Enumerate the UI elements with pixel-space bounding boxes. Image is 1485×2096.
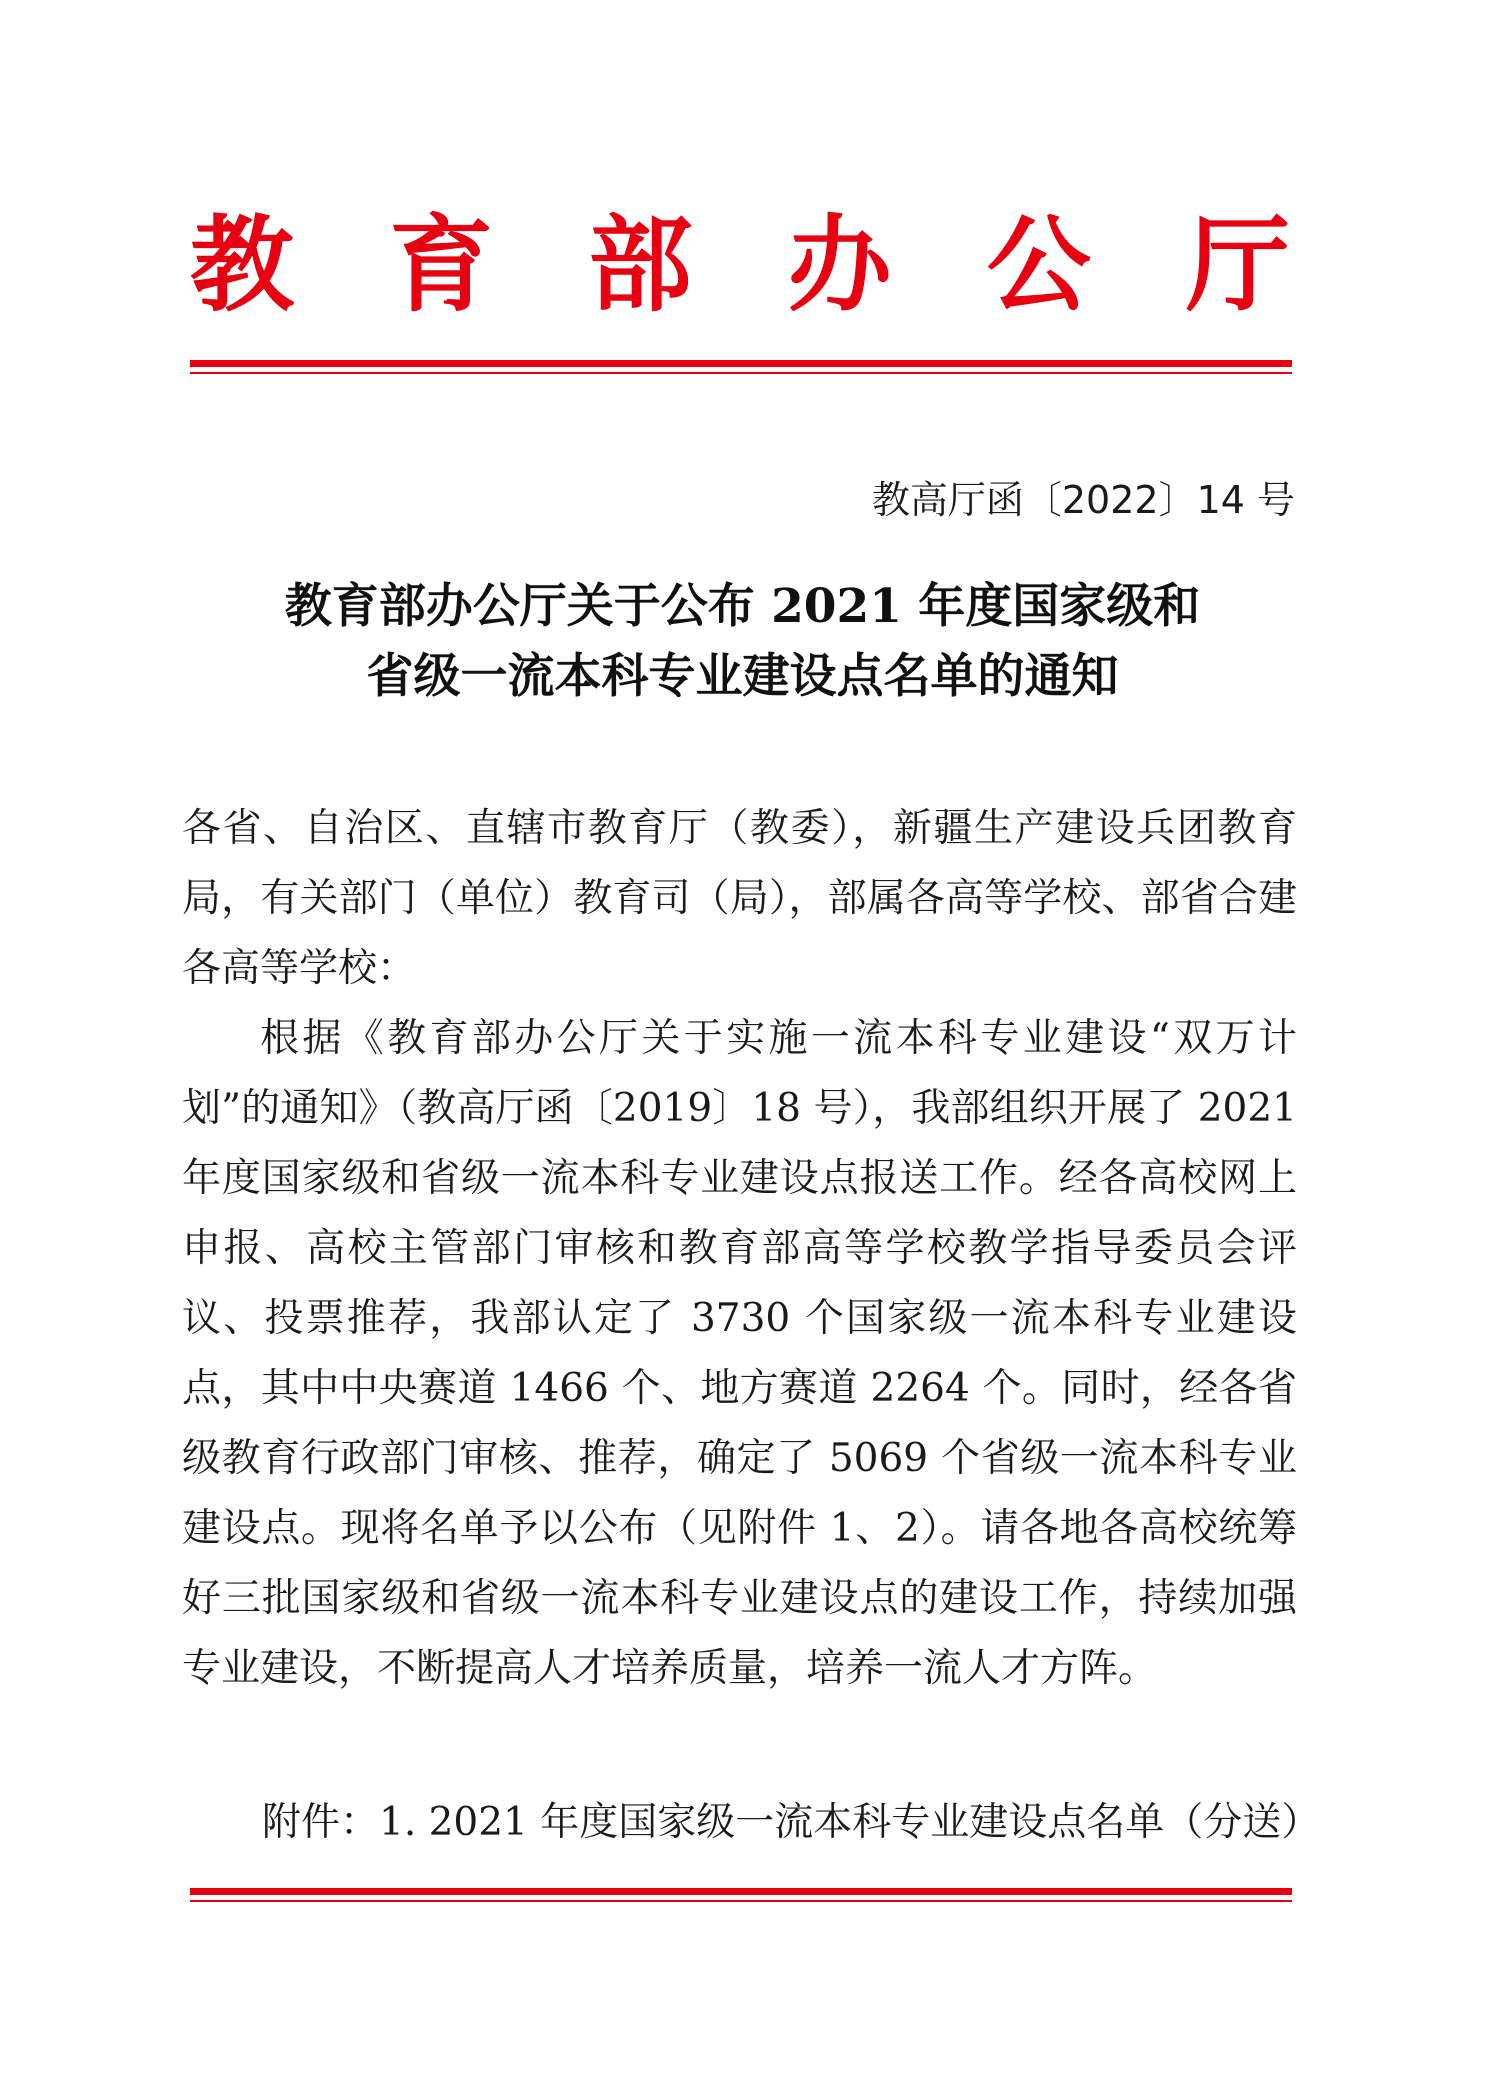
header-divider (190, 360, 1292, 374)
masthead-char: 教 (190, 203, 295, 326)
title-line: 教育部办公厅关于公布 2021 年度国家级和 (284, 579, 1201, 634)
document-number: 教高厅函〔2022〕14 号 (871, 478, 1295, 522)
masthead-char: 厅 (1185, 203, 1290, 326)
document-title (170, 572, 1315, 712)
divider-thin-line (190, 372, 1292, 374)
masthead-char: 育 (389, 203, 494, 326)
title-line: 省级一流本科专业建设点名单的通知 (366, 649, 1119, 704)
divider-thick-line (190, 360, 1292, 367)
masthead-char: 办 (787, 203, 892, 326)
salutation: 各省、自治区、直辖市教育厅（教委），新疆生产建设兵团教育局，有关部门（单位）教育司（局），部属各高等学校、部省合建各高等学校： (182, 806, 1297, 991)
masthead-char: 公 (986, 203, 1091, 326)
divider-thin-line (190, 1900, 1292, 1902)
issuer-masthead (190, 200, 1290, 330)
footer-divider (190, 1888, 1292, 1902)
masthead-char: 部 (588, 203, 693, 326)
divider-thick-line (190, 1888, 1292, 1895)
body-paragraph: 根据《教育部办公厅关于实施一流本科专业建设“双万计划”的通知》（教高厅函〔2019〕18 号），我部组织开展了 2021 年度国家级和省级一流本科专业建设点报送工作。经各高校网上申报、高校主管部门审核和教育部高等学校教学指导委员会评议、投票推荐，我部认定了 3730 个国家级一流本科专业建设点，其中中央赛道 1466 个、地方赛道 2264 个。同时，经各省级教育行政部门审核、推荐，确定了 5069 个省级一流本科专业建设点。现将名单予以公布（见附件 1、2）。请各地各高校统筹好三批国家级和省级一流本科专业建设点的建设工作，持续加强专业建设，不断提高人才培养质量，培养一流人才方阵。 (182, 1016, 1297, 1691)
attachment-line: 附件：1. 2021 年度国家级一流本科专业建设点名单（分送） (262, 1800, 1321, 1845)
